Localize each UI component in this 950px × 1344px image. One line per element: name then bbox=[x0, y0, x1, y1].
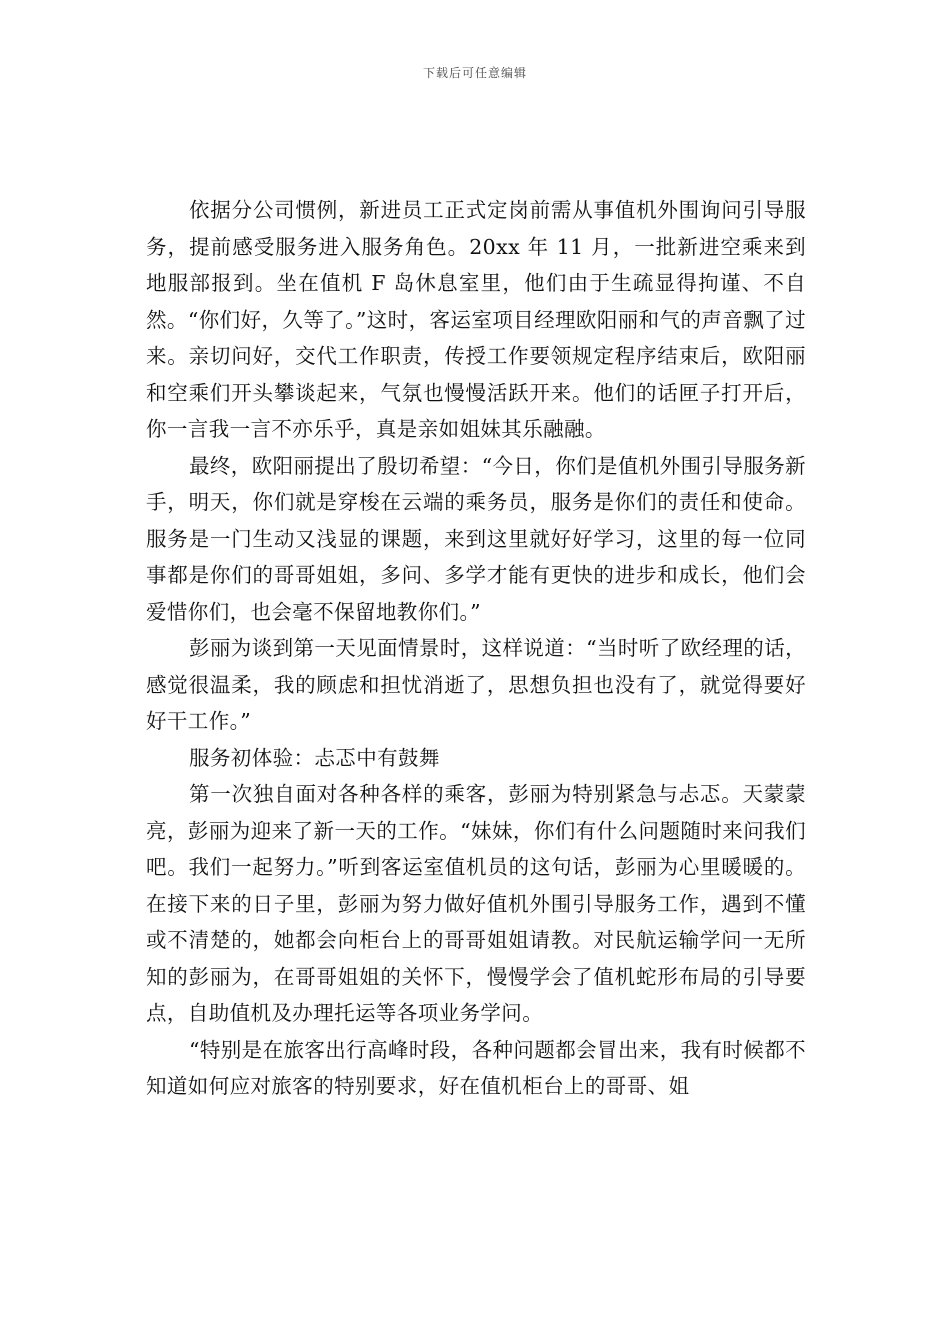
paragraph: 依据分公司惯例，新进员工正式定岗前需从事值机外围询问引导服务，提前感受服务进入服务角色。20xx 年 11 月，一批新进空乘来到地服部报到。坐在值机 F 岛休息室里，他们由于生疏显得拘谨、不自然。“你们好，久等了。”这时，客运室项目经理欧阳丽和气的声音飘了过来。亲切问好，交代工作职责，传授工作要领规定程序结束后，欧阳丽和空乘们开头攀谈起来，气氛也慢慢活跃开来。他们的话匣子打开后，你一言我一言不亦乐乎，真是亲如姐妹其乐融融。 bbox=[146, 198, 806, 441]
document-body bbox=[146, 192, 806, 1105]
paragraph: 彭丽为谈到第一天见面情景时，这样说道：“当时听了欧经理的话，感觉很温柔，我的顾虑和担忧消逝了，思想负担也没有了，就觉得要好好干工作。” bbox=[146, 636, 806, 733]
paragraph: 第一次独自面对各种各样的乘客，彭丽为特别紧急与忐忑。天蒙蒙亮，彭丽为迎来了新一天的工作。“妹妹，你们有什么问题随时来问我们吧。我们一起努力。”听到客运室值机员的这句话，彭丽为心里暖暖的。在接下来的日子里，彭丽为努力做好值机外围引导服务工作，遇到不懂或不清楚的，她都会向柜台上的哥哥姐姐请教。对民航运输学问一无所知的彭丽为，在哥哥姐姐的关怀下，慢慢学会了值机蛇形布局的引导要点，自助值机及办理托运等各项业务学问。 bbox=[146, 782, 806, 1025]
paragraph: “特别是在旅客出行高峰时段，各种问题都会冒出来，我有时候都不知道如何应对旅客的特别要求，好在值机柜台上的哥哥、姐 bbox=[146, 1037, 806, 1098]
page-header: 下载后可任意编辑 bbox=[422, 66, 527, 80]
section-subheading: 服务初体验：忐忑中有鼓舞 bbox=[189, 745, 440, 770]
paragraph: 最终，欧阳丽提出了殷切希望：“今日，你们是值机外围引导服务新手，明天，你们就是穿梭在云端的乘务员，服务是你们的责任和使命。服务是一门生动又浅显的课题，来到这里就好好学习，这里的每一位同事都是你们的哥哥姐姐，多问、多学才能有更快的进步和成长，他们会爱惜你们，也会毫不保留地教你们。” bbox=[146, 453, 806, 624]
